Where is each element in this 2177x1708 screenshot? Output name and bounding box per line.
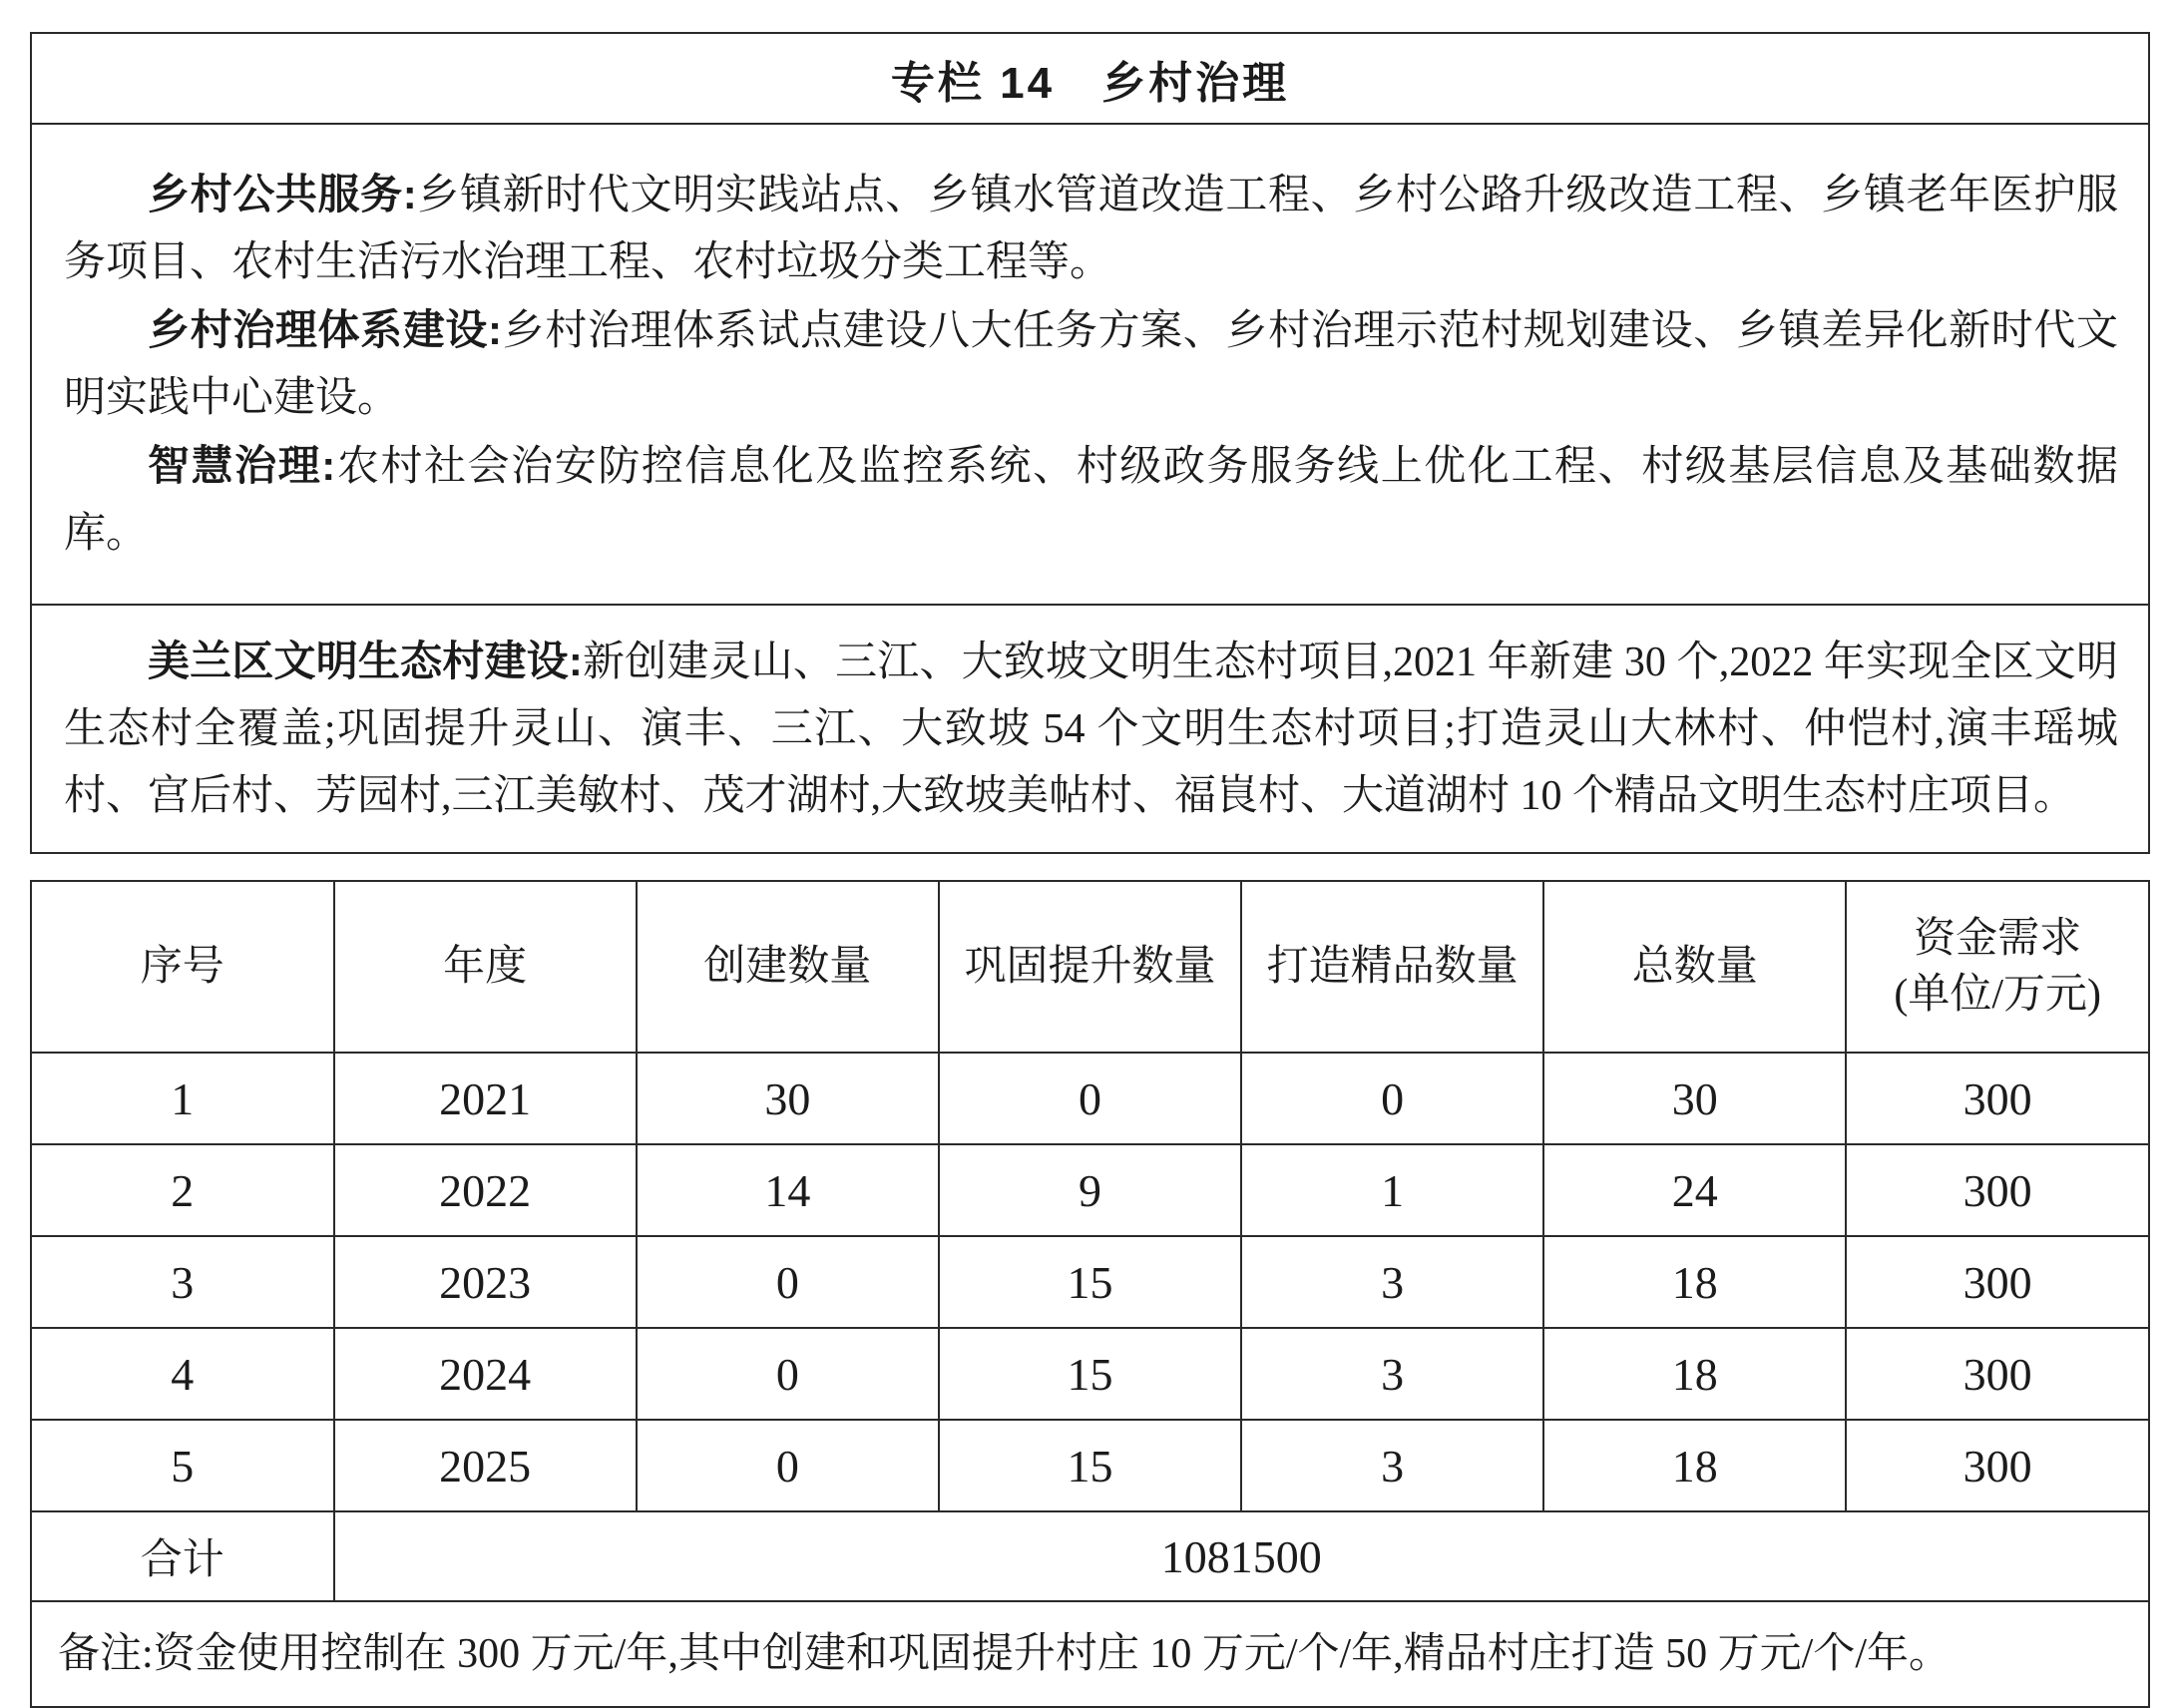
cell-funding: 300 bbox=[1846, 1420, 2149, 1511]
cell-premium: 1 bbox=[1241, 1144, 1543, 1236]
cell-total: 30 bbox=[1543, 1053, 1846, 1144]
panel-table-gap bbox=[30, 854, 2150, 880]
col-header-created: 创建数量 bbox=[637, 881, 939, 1053]
cell-year: 2023 bbox=[334, 1236, 637, 1328]
col-header-total: 总数量 bbox=[1543, 881, 1846, 1053]
table-header-row bbox=[31, 881, 2149, 1053]
governance-system-lead: 乡村治理体系建设: bbox=[148, 306, 503, 353]
ecovillage-lead: 美兰区文明生态村建设: bbox=[148, 638, 583, 684]
funding-header-line1: 资金需求 bbox=[1914, 916, 2082, 962]
cell-premium: 0 bbox=[1241, 1053, 1543, 1144]
document-sheet bbox=[30, 32, 2150, 1708]
info-panel bbox=[30, 32, 2150, 854]
table-row bbox=[31, 1328, 2149, 1420]
cell-consolidated: 0 bbox=[939, 1053, 1241, 1144]
paragraph-governance-system bbox=[64, 296, 2118, 432]
table-row bbox=[31, 1236, 2149, 1328]
cell-funding: 300 bbox=[1846, 1328, 2149, 1420]
panel-title: 专栏 14 乡村治理 bbox=[32, 34, 2148, 125]
funding-header-line2: (单位/万元) bbox=[1894, 972, 2101, 1018]
table-row bbox=[31, 1144, 2149, 1236]
paragraph-ecovillage bbox=[64, 628, 2118, 830]
cell-index: 5 bbox=[31, 1420, 334, 1511]
smart-governance-text: 农村社会治安防控信息化及监控系统、村级政务服务线上优化工程、村级基层信息及基础数据库。 bbox=[64, 444, 2118, 557]
governance-section bbox=[32, 125, 2148, 604]
ecovillage-text: 新创建灵山、三江、大致坡文明生态村项目,2021 年新建 30 个,2022 年实现全区文明生态村全覆盖;巩固提升灵山、演丰、三江、大致坡 54 个文明生态村项目;打造灵山大林村、仲恺村,演丰瑶城村、宫后村、芳园村,三江美敏村、茂才湖村,大致坡美帖村、福峎村、大道湖村 10 个精品文明生态村庄项目。 bbox=[64, 640, 2118, 819]
paragraph-smart-governance bbox=[64, 432, 2118, 568]
cell-total: 18 bbox=[1543, 1328, 1846, 1420]
cell-created: 14 bbox=[637, 1144, 939, 1236]
cell-funding: 300 bbox=[1846, 1053, 2149, 1144]
cell-premium: 3 bbox=[1241, 1236, 1543, 1328]
cell-year: 2024 bbox=[334, 1328, 637, 1420]
total-row bbox=[31, 1511, 2149, 1601]
cell-created: 0 bbox=[637, 1420, 939, 1511]
cell-premium: 3 bbox=[1241, 1420, 1543, 1511]
cell-index: 3 bbox=[31, 1236, 334, 1328]
cell-total: 18 bbox=[1543, 1420, 1846, 1511]
cell-consolidated: 9 bbox=[939, 1144, 1241, 1236]
note-row bbox=[31, 1601, 2149, 1707]
cell-consolidated: 15 bbox=[939, 1236, 1241, 1328]
table-row bbox=[31, 1420, 2149, 1511]
col-header-consolidated: 巩固提升数量 bbox=[939, 881, 1241, 1053]
cell-index: 1 bbox=[31, 1053, 334, 1144]
col-header-year: 年度 bbox=[334, 881, 637, 1053]
col-header-index: 序号 bbox=[31, 881, 334, 1053]
cell-consolidated: 15 bbox=[939, 1420, 1241, 1511]
governance-system-text: 乡村治理体系试点建设八大任务方案、乡村治理示范村规划建设、乡镇差异化新时代文明实践中心建设。 bbox=[64, 308, 2118, 421]
public-services-lead: 乡村公共服务: bbox=[148, 171, 417, 217]
cell-consolidated: 15 bbox=[939, 1328, 1241, 1420]
cell-premium: 3 bbox=[1241, 1328, 1543, 1420]
cell-total: 24 bbox=[1543, 1144, 1846, 1236]
table-row bbox=[31, 1053, 2149, 1144]
cell-year: 2021 bbox=[334, 1053, 637, 1144]
cell-created: 0 bbox=[637, 1328, 939, 1420]
col-header-funding bbox=[1846, 881, 2149, 1053]
total-label: 合计 bbox=[31, 1511, 334, 1601]
statistics-table bbox=[30, 880, 2150, 1708]
cell-year: 2022 bbox=[334, 1144, 637, 1236]
col-header-premium: 打造精品数量 bbox=[1241, 881, 1543, 1053]
cell-total: 18 bbox=[1543, 1236, 1846, 1328]
paragraph-public-services bbox=[64, 161, 2118, 296]
note-text: 备注:资金使用控制在 300 万元/年,其中创建和巩固提升村庄 10 万元/个/年,精品村庄打造 50 万元/个/年。 bbox=[31, 1601, 2149, 1707]
cell-year: 2025 bbox=[334, 1420, 637, 1511]
cell-index: 4 bbox=[31, 1328, 334, 1420]
total-value: 1081500 bbox=[334, 1511, 2149, 1601]
public-services-text: 乡镇新时代文明实践站点、乡镇水管道改造工程、乡村公路升级改造工程、乡镇老年医护服务项目、农村生活污水治理工程、农村垃圾分类工程等。 bbox=[64, 173, 2118, 285]
ecovillage-section bbox=[32, 604, 2148, 852]
cell-created: 30 bbox=[637, 1053, 939, 1144]
cell-index: 2 bbox=[31, 1144, 334, 1236]
cell-funding: 300 bbox=[1846, 1144, 2149, 1236]
cell-funding: 300 bbox=[1846, 1236, 2149, 1328]
cell-created: 0 bbox=[637, 1236, 939, 1328]
smart-governance-lead: 智慧治理: bbox=[148, 442, 336, 489]
